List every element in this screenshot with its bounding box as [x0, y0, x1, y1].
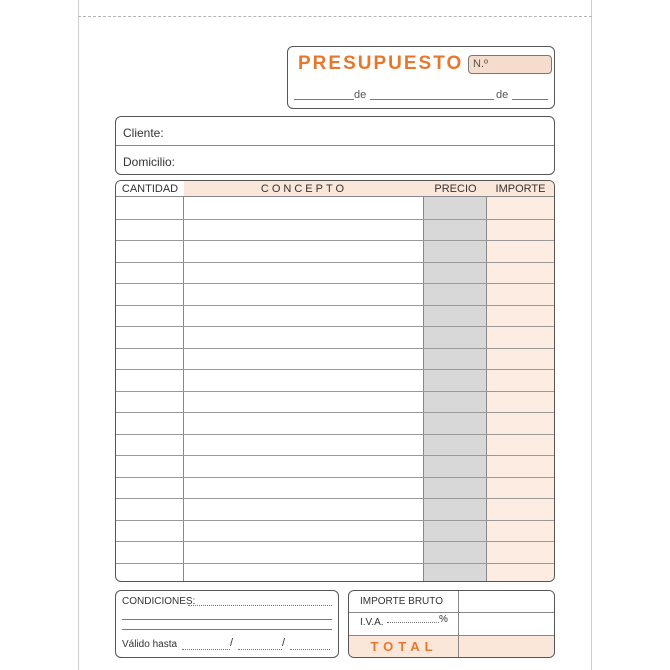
table-row[interactable] [116, 520, 554, 521]
totals-divider-1 [349, 612, 554, 613]
concepto-column [184, 181, 424, 581]
table-row[interactable] [116, 348, 554, 349]
header-cantidad: CANTIDAD [116, 181, 184, 197]
table-row[interactable] [116, 541, 554, 542]
number-field[interactable] [468, 55, 552, 74]
header-importe: IMPORTE [487, 181, 554, 197]
table-row[interactable] [116, 240, 554, 241]
iva-label: I.V.A. [360, 617, 384, 628]
table-row[interactable] [116, 498, 554, 499]
date-day-line[interactable] [294, 99, 354, 100]
table-row[interactable] [116, 477, 554, 478]
table-row[interactable] [116, 262, 554, 263]
totals-box [348, 590, 555, 658]
table-row[interactable] [116, 326, 554, 327]
iva-percent-sign: % [439, 614, 448, 625]
condiciones-field[interactable] [188, 605, 332, 606]
iva-rate-field[interactable] [387, 622, 439, 623]
date-year-line[interactable] [512, 99, 548, 100]
precio-column [424, 181, 487, 581]
items-table [115, 180, 555, 582]
table-row[interactable] [116, 305, 554, 306]
cantidad-column [116, 181, 184, 581]
header-concepto: CONCEPTO [184, 181, 424, 197]
date-connector-1: de [354, 89, 367, 101]
valido-day-field[interactable] [182, 649, 230, 650]
total-label: TOTAL [370, 639, 438, 654]
table-row[interactable] [116, 412, 554, 413]
date-month-line[interactable] [370, 99, 494, 100]
client-box [115, 116, 555, 175]
table-row[interactable] [116, 563, 554, 564]
cliente-label: Cliente: [123, 126, 164, 140]
total-value-cell[interactable] [459, 635, 554, 657]
totals-divider-2 [349, 635, 554, 636]
cliente-field[interactable] [116, 145, 554, 146]
table-row[interactable] [116, 434, 554, 435]
valido-month-field[interactable] [238, 649, 282, 650]
conditions-box [115, 590, 339, 658]
date-separator-1: / [230, 637, 234, 649]
valido-hasta-label: Válido hasta [122, 639, 178, 650]
condiciones-label: CONDICIONES: [122, 596, 196, 607]
table-row[interactable] [116, 369, 554, 370]
subtotal-value-cells[interactable] [459, 591, 554, 635]
date-separator-2: / [282, 637, 286, 649]
table-row[interactable] [116, 391, 554, 392]
condiciones-line-3[interactable] [122, 629, 332, 630]
valido-year-field[interactable] [290, 649, 330, 650]
title-box [287, 46, 555, 109]
condiciones-line-2[interactable] [122, 619, 332, 620]
date-connector-2: de [496, 89, 509, 101]
perforation-line [78, 16, 592, 17]
number-label: N.º [473, 58, 489, 70]
importe-column [487, 181, 554, 581]
header-precio: PRECIO [424, 181, 487, 197]
form-title: PRESUPUESTO [298, 53, 464, 74]
table-row[interactable] [116, 283, 554, 284]
table-row[interactable] [116, 455, 554, 456]
importe-bruto-label: IMPORTE BRUTO [360, 596, 443, 607]
domicilio-label: Domicilio: [123, 155, 176, 169]
table-row[interactable] [116, 219, 554, 220]
